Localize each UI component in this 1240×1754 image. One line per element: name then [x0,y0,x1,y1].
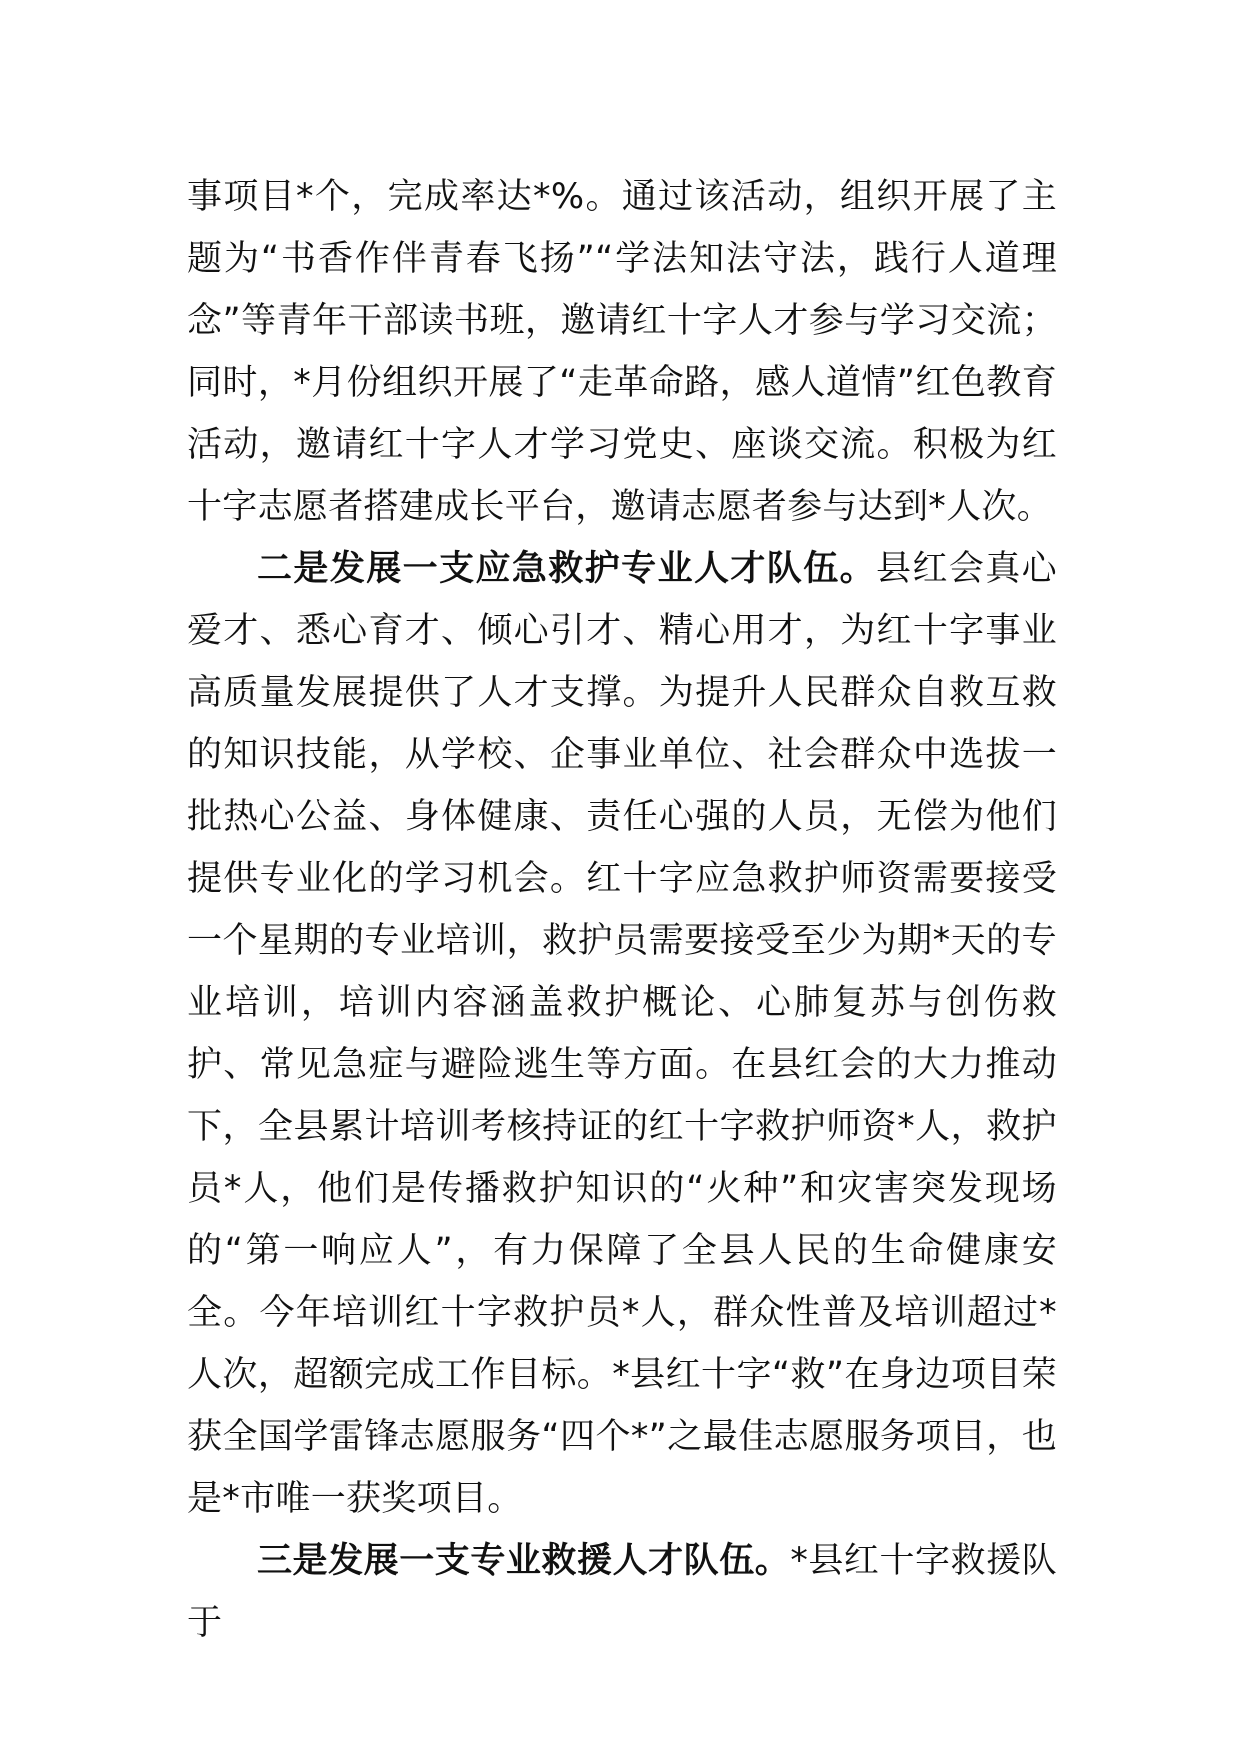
paragraph-1-text: 事项目*个，完成率达*%。通过该活动，组织开展了主题为“书香作伴青春飞扬”“学法知法守法，践行人道理念”等青年干部读书班，邀请红十字人才参与学习交流；同时，*月份组织开展了“走革命路，感人道情”红色教育活动，邀请红十字人才学习党史、座谈交流。积极为红十字志愿者搭建成长平台，邀请志愿者参与达到*人次。 [187,177,1057,527]
paragraph-3 [187,1530,1057,1654]
paragraph-2-lead: 二是发展一支应急救护专业人才队伍。 [257,549,877,589]
paragraph-3-lead: 三是发展一支专业救援人才队伍。 [257,1541,791,1581]
paragraph-2-container [187,538,1057,1530]
paragraph-3-container [187,1530,1057,1654]
paragraph-1 [187,166,1057,538]
paragraph-2 [187,538,1057,1530]
paragraph-1-container [187,166,1057,538]
paragraph-3-text: *县红十字救援队于 [187,1541,1057,1643]
paragraph-2-text: 县红会真心爱才、悉心育才、倾心引才、精心用才，为红十字事业高质量发展提供了人才支撑。为提升人民群众自救互救的知识技能，从学校、企事业单位、社会群众中选拔一批热心公益、身体健康、责任心强的人员，无偿为他们提供专业化的学习机会。红十字应急救护师资需要接受一个星期的专业培训，救护员需要接受至少为期*天的专业培训，培训内容涵盖救护概论、心肺复苏与创伤救护、常见急症与避险逃生等方面。在县红会的大力推动下，全县累计培训考核持证的红十字救护师资*人，救护员*人，他们是传播救护知识的“火种”和灾害突发现场的“第一响应人”，有力保障了全县人民的生命健康安全。今年培训红十字救护员*人，群众性普及培训超过*人次，超额完成工作目标。*县红十字“救”在身边项目荣获全国学雷锋志愿服务“四个*”之最佳志愿服务项目，也是*市唯一获奖项目。 [187,549,1057,1519]
